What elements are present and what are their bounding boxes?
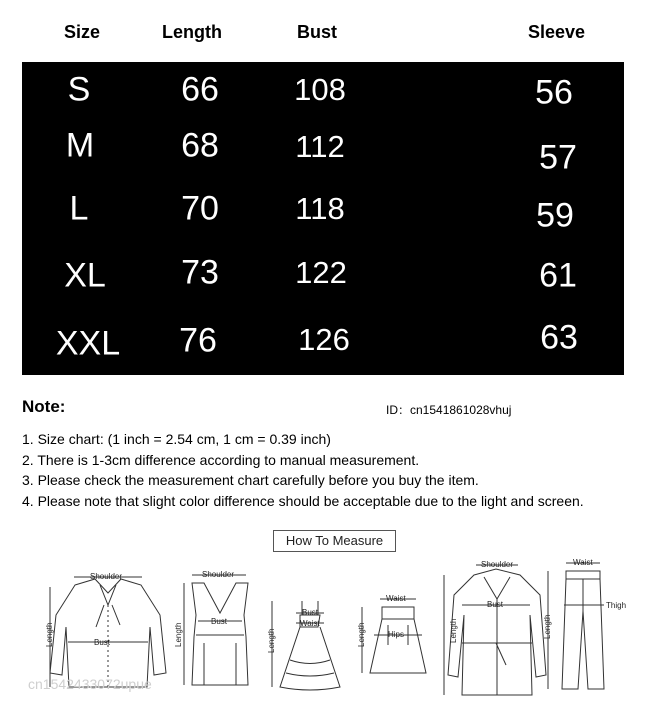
cell-bust: 122	[295, 255, 347, 290]
cell-length: 76	[179, 321, 217, 360]
item-id: ID：cn1541861028vhuj	[386, 403, 512, 417]
label-waist: Waist	[300, 619, 320, 628]
label-shoulder: Shoulder	[202, 570, 235, 579]
cell-length: 70	[181, 189, 219, 228]
label-bust: Bust	[211, 617, 228, 626]
note-item: 3. Please check the measurement chart carefully before you buy the item.	[22, 472, 479, 488]
blouse-illustration	[50, 577, 166, 687]
label-thigh: Thigh	[606, 601, 627, 610]
cell-size: XXL	[55, 324, 121, 363]
cell-sleeve: 63	[540, 318, 578, 357]
cell-size: L	[69, 189, 89, 228]
cell-size: S	[67, 70, 91, 109]
note-title: Note:	[22, 397, 66, 416]
note-list	[22, 429, 584, 511]
size-table	[22, 62, 624, 375]
label-length: Length	[174, 622, 183, 647]
label-bust: Bust	[94, 638, 111, 647]
coat-illustration	[444, 565, 546, 695]
cell-sleeve: 56	[535, 73, 573, 112]
label-length: Length	[45, 622, 54, 647]
cell-size: M	[65, 126, 95, 165]
label-length: Length	[357, 622, 366, 647]
label-waist: Waist	[573, 558, 593, 567]
label-bust: Bust	[302, 608, 319, 617]
label-shoulder: Shoulder	[90, 572, 123, 581]
cell-sleeve: 61	[539, 256, 577, 295]
cell-bust: 108	[294, 72, 346, 107]
pants-illustration	[548, 563, 604, 689]
header-length: Length	[162, 22, 222, 42]
label-shoulder: Shoulder	[481, 560, 514, 569]
cell-sleeve: 57	[539, 138, 577, 177]
watermark: cn1542433072upue	[28, 676, 152, 692]
cell-length: 73	[181, 253, 219, 292]
label-bust: Bust	[487, 600, 504, 609]
cell-bust: 126	[298, 322, 350, 357]
label-hips: Hips	[388, 630, 405, 639]
label-waist: Waist	[386, 594, 406, 603]
cell-length: 68	[181, 126, 219, 165]
how-to-measure-title: How To Measure	[273, 530, 396, 552]
camisole-illustration	[184, 575, 248, 685]
cell-bust: 118	[295, 191, 345, 226]
measurement-diagrams	[0, 555, 648, 717]
header-bust: Bust	[297, 22, 337, 42]
cell-bust: 112	[295, 129, 345, 164]
cell-length: 66	[181, 70, 219, 109]
note-item: 1. Size chart: (1 inch = 2.54 cm, 1 cm = 0.39 inch)	[22, 431, 331, 447]
cell-size: XL	[64, 256, 106, 295]
header-sleeve: Sleeve	[528, 22, 586, 42]
cell-sleeve: 59	[536, 196, 574, 235]
header-size: Size	[64, 22, 101, 42]
label-length: Length	[267, 628, 276, 653]
label-length: Length	[449, 618, 458, 643]
note-item: 4. Please note that slight color difference should be acceptable due to the light and screen.	[22, 492, 584, 509]
note-item: 2. There is 1-3cm difference according to manual measurement.	[22, 451, 420, 468]
label-length: Length	[543, 614, 552, 639]
